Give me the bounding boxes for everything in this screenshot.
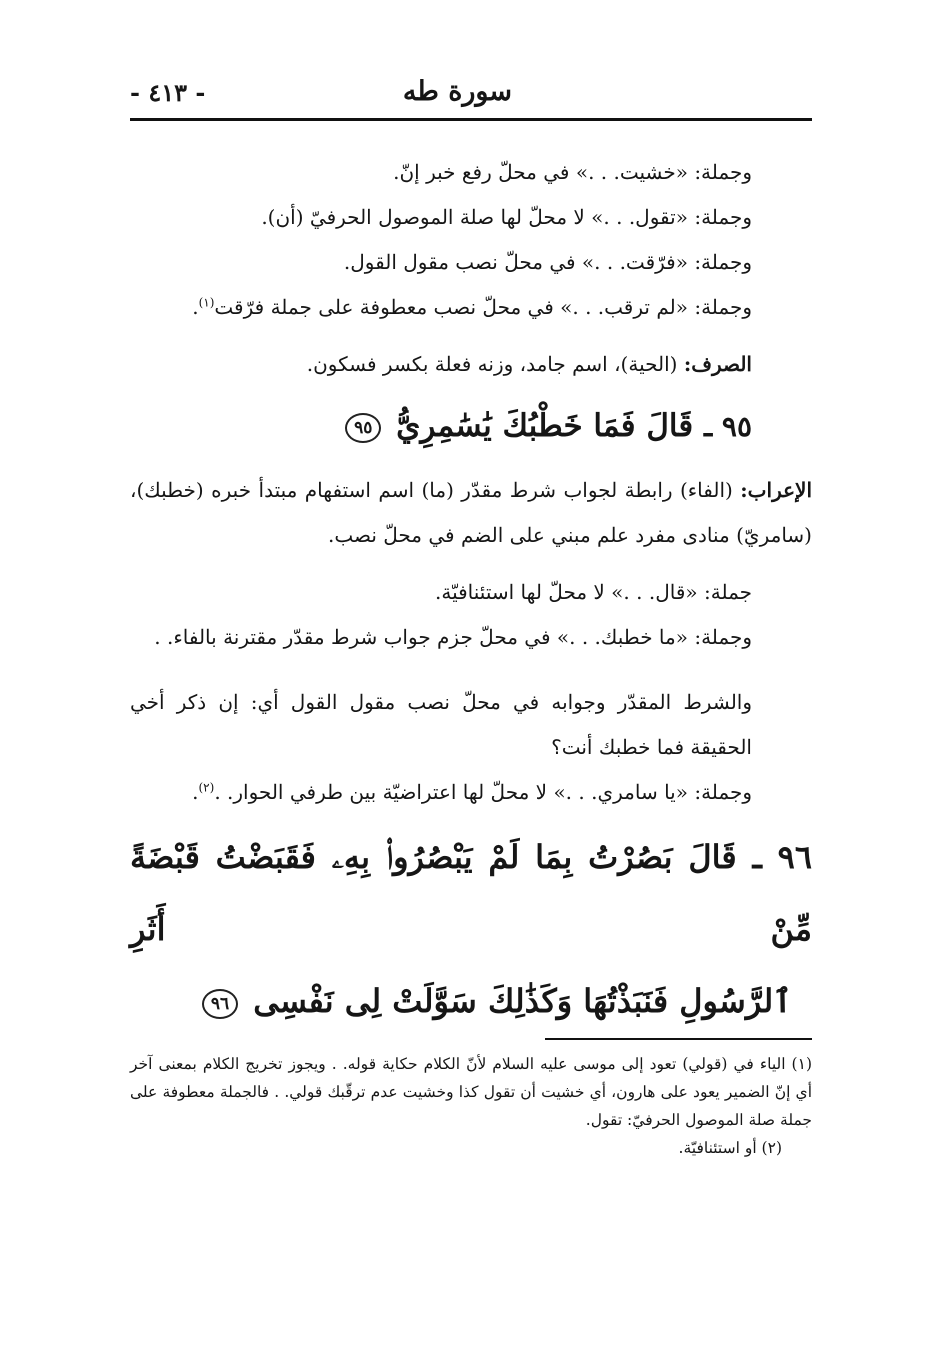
text-line: وجملة: «تقول. . .» لا محلّ لها صلة الموصول الحرفيّ (أن). bbox=[261, 205, 752, 229]
header-rule bbox=[130, 118, 812, 121]
sarf-paragraph bbox=[130, 342, 812, 387]
footnote-separator bbox=[545, 1038, 812, 1040]
text-span: وجملة: «يا سامري. . .» لا محلّ لها اعتراضيّة بين طرفي الحوار. . bbox=[214, 780, 752, 804]
text-line: جملة: «قال. . .» لا محلّ لها استئنافيّة. bbox=[434, 580, 752, 604]
text-span: وجملة: «لم ترقب. . .» في محلّ نصب معطوفة على جملة فرّقت bbox=[214, 295, 752, 319]
ayah-end-marker-icon: ٩٥ bbox=[345, 413, 381, 443]
irab-label: الإعراب: bbox=[740, 478, 812, 502]
text-line: وجملة: «ما خطبك. . .» في محلّ جزم جواب شرط مقدّر مقترنة بالفاء. . bbox=[154, 625, 752, 649]
text-line bbox=[130, 285, 812, 330]
spacer bbox=[130, 660, 812, 680]
text-line: وجملة: «فرّقت. . .» في محلّ نصب مقول القول. bbox=[343, 250, 752, 274]
footnote-2: (٢) أو استئنافيّة. bbox=[678, 1139, 782, 1157]
verse-line: ٩٦ ـ قَالَ بَصُرْتُ بِمَا لَمْ يَبْصُرُوا۟ بِهِۦ فَقَبَضْتُ قَبْضَةً مِّنْ أَثَرِ bbox=[130, 838, 812, 948]
text-line: والشرط المقدّر وجوابه في محلّ نصب مقول القول أي: إن ذكر أخي الحقيقة فما خطبك أنت؟ bbox=[130, 690, 752, 759]
verse-95 bbox=[130, 393, 812, 460]
footnote-1: (١) الياء في (قولي) تعود إلى موسى عليه السلام لأنّ الكلام حكاية قوله. . ويجوز تخريج الكلام بمعنى آخر أي إنّ الضمير يعود على هارون، أي خشيت أن تقول كذا وخشيت عدم ترقّبك قولي. . فالجملة معطوفة على جملة صلة الموصول الحرفيّ: تقول. bbox=[130, 1055, 812, 1129]
main-text bbox=[130, 150, 812, 1037]
page-header bbox=[130, 70, 812, 118]
page-number: - ٤١٣ - bbox=[130, 78, 206, 107]
verse-number: ٩٥ ـ bbox=[703, 410, 752, 443]
text-line: وجملة: «خشيت. . .» في محلّ رفع خبر إنّ. bbox=[393, 160, 752, 184]
irab-paragraph bbox=[130, 468, 812, 558]
text-span: . bbox=[192, 295, 199, 319]
verse-96 bbox=[130, 821, 812, 1037]
text-line bbox=[130, 770, 812, 815]
footnotes bbox=[130, 1050, 812, 1162]
ayah-end-marker-icon: ٩٦ bbox=[202, 989, 238, 1019]
sarf-text: (الحية)، اسم جامد، وزنه فعلة بكسر فسكون. bbox=[306, 352, 684, 376]
running-title: سورة طه bbox=[402, 76, 512, 107]
verse-text: قَالَ فَمَا خَطْبُكَ يَٰسَٰمِرِيُّ bbox=[396, 408, 694, 444]
irab-text: (الفاء) رابطة لجواب شرط مقدّر (ما) اسم استفهام مبتدأ خبره (خطبك)، (سامريّ) منادى مفرد علم مبني على الضم في محلّ نصب. bbox=[130, 478, 812, 547]
spacer bbox=[130, 330, 812, 342]
text-span: . bbox=[192, 780, 199, 804]
verse-line bbox=[130, 965, 812, 1037]
spacer bbox=[130, 558, 812, 570]
footnote-ref-1: (١) bbox=[198, 295, 215, 310]
verse-text: ٱلرَّسُولِ فَنَبَذْتُهَا وَكَذَٰلِكَ سَوَّلَتْ لِى نَفْسِى bbox=[253, 982, 792, 1020]
sarf-label: الصرف: bbox=[683, 352, 752, 376]
footnote-ref-2: (٢) bbox=[198, 780, 215, 795]
